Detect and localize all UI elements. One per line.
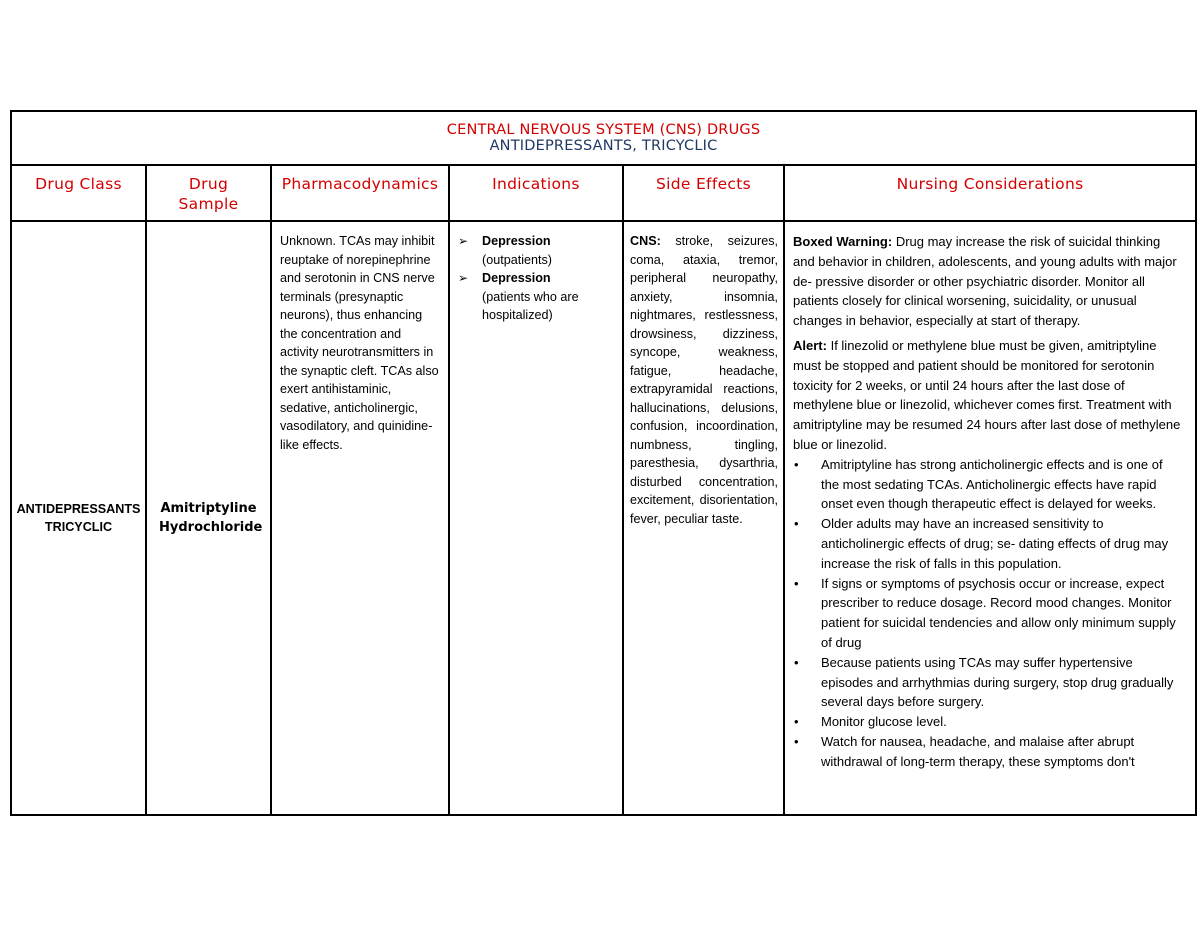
side-effects-text: stroke, seizures, coma, ataxia, tremor, peripheral neuropathy, anxiety, insomnia, nightmares, restlessness, drowsiness, dizziness, syncope, weakness, fatigue, headache, extrapyramidal reactions, hallucinations, delusions, confusion, incoordination, numbness, tingling, paresthesia, dysarthria, disturbed concentration, excitement, disorientation, fever, peculiar taste.: [630, 234, 779, 526]
arrow-bullet-icon: ➢: [458, 234, 469, 248]
bullet-icon: •: [794, 654, 799, 670]
drug-sample-cell: [146, 221, 271, 815]
boxed-warning-label: Boxed Warning:: [793, 234, 893, 249]
list-item: [458, 269, 616, 325]
document-title: CENTRAL NERVOUS SYSTEM (CNS) DRUGS: [446, 122, 761, 138]
drug-table: [10, 110, 1197, 816]
list-item: • If signs or symptoms of psychosis occur or increase, expect prescriber to reduce dosage. Record mood changes. Monitor patient for suicidal tendencies and allow only minimum supply of drug: [794, 575, 1176, 650]
header-side-effects: Side Effects: [623, 165, 784, 221]
header-nursing-considerations: Nursing Considerations: [784, 165, 1196, 221]
arrow-bullet-icon: ➢: [458, 271, 469, 285]
header-drug-class: Drug Class: [11, 165, 146, 221]
alert-note: [793, 336, 1183, 455]
list-item: • Watch for nausea, headache, and malaise after abrupt withdrawal of long-term therapy, these symptoms don't: [794, 733, 1135, 769]
header-row: [11, 165, 1196, 221]
indications-cell: [449, 221, 623, 815]
alert-text: If linezolid or methylene blue must be given, amitriptyline must be stopped and patient should be monitored for serotonin toxicity for 2 weeks, or until 24 hours after the last dose of methylene blue or linezolid, whichever comes first. Treatment with amitriptyline may be resumed 24 hours after last dose of methylene blue or linezolid.: [793, 337, 1181, 452]
bullet-icon: •: [794, 516, 799, 532]
indications-list: [458, 232, 616, 325]
header-drug-sample: Drug Sample: [146, 165, 271, 221]
drug-class-cell: [11, 221, 146, 815]
drug-class-value: ANTIDEPRESSANTS TRICYCLIC: [16, 501, 141, 534]
drug-sample-value: Amitriptyline Hydrochloride: [159, 501, 263, 535]
bullet-icon: •: [794, 456, 799, 472]
pharmacodynamics-text: Unknown. TCAs may inhibit reuptake of norepinephrine and serotonin in CNS nerve terminals (presynaptic neurons), thus enhancing the concentration and activity neurotransmitters in the synaptic cleft. TCAs also exert antihistaminic, sedative, anticholinergic, vasodilatory, and quinidine-like effects.: [280, 234, 439, 452]
boxed-warning-text: Drug may increase the risk of suicidal thinking and behavior in children, adolescents, and young adults with major de- pressive disorder or other psychiatric disorder. Monitor all patients closely for clinical worsening, suicidality, or unusual changes in behavior, especially at start of therapy.: [793, 234, 1177, 329]
title-cell: [11, 111, 1196, 165]
header-pharmacodynamics: Pharmacodynamics: [271, 165, 449, 221]
table-row: [11, 221, 1196, 815]
indication-detail: (outpatients): [482, 252, 553, 267]
list-item: • Because patients using TCAs may suffer hypertensive episodes and arrhythmias during surgery, stop drug gradually several days before surgery.: [794, 654, 1174, 710]
side-effects-label: CNS:: [630, 234, 661, 248]
bullet-icon: •: [794, 575, 799, 591]
indication-detail: (patients who are hospitalized): [482, 289, 579, 322]
indication-label: Depression: [482, 271, 551, 285]
boxed-warning: [793, 232, 1183, 331]
list-item: • Amitriptyline has strong anticholinergic effects and is one of the most sedating TCAs. Anticholinergic effects have rapid onset even though therapeutic effect is delayed for weeks.: [794, 456, 1163, 512]
indication-label: Depression: [482, 234, 551, 248]
list-item: [458, 232, 616, 269]
alert-label: Alert:: [793, 337, 827, 353]
side-effects-cell: [623, 221, 784, 815]
bullet-icon: •: [794, 733, 799, 749]
document-subtitle: ANTIDEPRESSANTS, TRICYCLIC: [489, 138, 718, 154]
bullet-icon: •: [794, 714, 799, 730]
list-item: • Older adults may have an increased sensitivity to anticholinergic effects of drug; se- dating effects of drug may increase the risk of falls in this population.: [794, 516, 1169, 571]
header-indications: Indications: [449, 165, 623, 221]
nursing-considerations-cell: [784, 221, 1196, 815]
nursing-bullet-list: [793, 455, 1183, 772]
list-item: • Monitor glucose level.: [821, 712, 1183, 732]
title-row: [11, 111, 1196, 165]
pharmacodynamics-cell: [271, 221, 449, 815]
